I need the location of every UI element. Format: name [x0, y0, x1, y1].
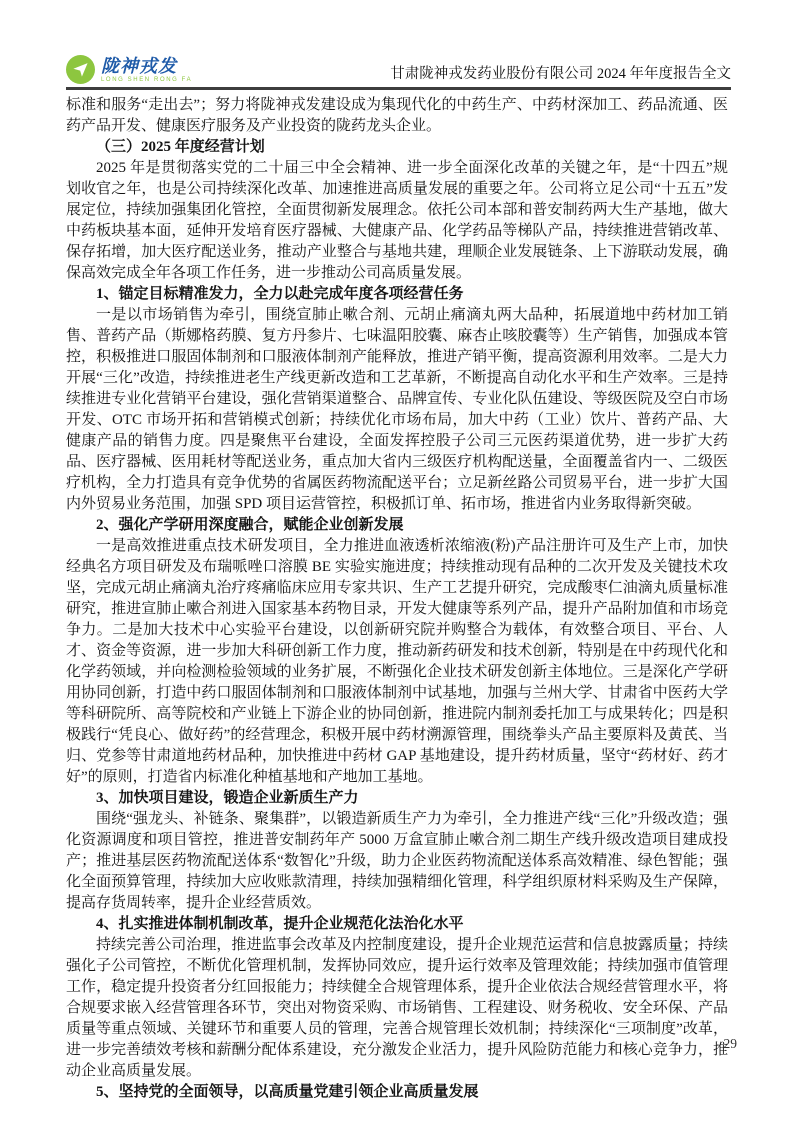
paragraph-1-targets: 一是以市场销售为牵引，围绕宣肺止嗽合剂、元胡止痛滴丸两大品种，拓展道地中药材加工销售、普药产品（斯娜格药膜、复方丹参片、七味温阳胶囊、麻杏止咳胶囊等）生产销售，加强成本管控，积极推进口服固体制剂和口服液体制剂产能释放，推进产销平衡，提高资源利用效率。二是大力开展“三化”改造，持续推进老生产线更新改造和工艺革新，不断提高自动化水平和生产效率。三是持续推进专业化营销平台建设，强化营销渠道整合、品牌宣传、专业化队伍建设、等级医院及空白市场开发、OTC 市场开拓和营销模式创新；持续优化市场布局，加大中药（工业）饮片、普药产品、大健康产品的销售力度。四是聚焦平台建设，全面发挥控股子公司三元医药渠道优势，进一步扩大药品、医疗器械、医用耗材等配送业务，重点加大省内三级医疗机构配送量，全面覆盖省内一、二级医疗机构，全力打造具有竞争优势的省属医药物流配送平台；立足新丝路公司贸易平台，进一步扩大国内外贸易业务范围，加强 SPD 项目运营管控，积极抓订单、拓市场，推进省内业务取得新突破。	[66, 307, 728, 512]
subsection-heading-4-reform: 4、扎实推进体制机制改革，提升企业规范化法治化水平	[96, 916, 464, 932]
report-title: 甘肃陇神戎发药业股份有限公司 2024 年年度报告全文	[390, 66, 731, 82]
paragraph-3-projects: 围绕“强龙头、补链条、聚集群”，以锻造新质生产力为牵引，全力推进产线“三化”升级改造；强化资源调度和项目管控，推进普安制药年产 5000 万盒宣肺止嗽合剂二期生产线升级改造项目建成投产；推进基层医药物流配送体系“数智化”升级，助力企业医药物流配送体系高效精准、绿色智能；强化全面预算管理，持续加大应收账款清理，持续加强精细化管理，科学组织原材料采购及生产保障，提高存货周转率，提升企业经营质效。	[66, 811, 728, 911]
paragraph-4-reform: 持续完善公司治理，推进监事会改革及内控制度建设，提升企业规范运营和信息披露质量；持续强化子公司管控，不断优化管理机制，发挥协同效应，提升运行效率及管理效能；持续加强市值管理工作，稳定提升投资者分红回报能力；持续健全合规管理体系，提升企业依法合规经营管理水平，将合规要求嵌入经营管理各环节，突出对物资采购、市场销售、工程建设、财务税收、安全环保、产品质量等重点领域、关键环节和重要人员的管理，完善合规管理长效机制；持续深化“三项制度”改革，进一步完善绩效考核和薪酬分配体系建设，充分激发企业活力，提升风险防范能力和核心竞争力，推动企业高质量发展。	[66, 937, 728, 1079]
section-heading-2025-plan: （三）2025 年度经营计划	[96, 139, 265, 155]
paper-plane-icon	[66, 55, 95, 84]
paragraph-2025-overview: 2025 年是贯彻落实党的二十届三中全会精神、进一步全面深化改革的关键之年，是“十四五”规划收官之年，也是公司持续深化改革、加速推进高质量发展的重要之年。公司将立足公司“十五五”发展定位，持续加强集团化管控，全面贯彻新发展理念。依托公司本部和普安制药两大生产基地，做大中药板块基本面，延伸开发培育医疗器械、大健康产品、化学药品等梯队产品，持续推进营销改革、保存拓增，加大医疗配送业务，推动产业整合与基地共建，理顺企业发展链条、上下游联动发展，确保高效完成全年各项工作任务，进一步推动公司高质量发展。	[66, 160, 728, 281]
subsection-heading-2-innovation: 2、强化产学研用深度融合，赋能企业创新发展	[96, 517, 404, 533]
page-header	[66, 44, 731, 86]
logo-company-name-pinyin: LONG SHEN RONG FA	[101, 76, 193, 83]
subsection-heading-1-targets: 1、锚定目标精准发力，全力以赴完成年度各项经营任务	[96, 286, 464, 302]
document-body	[66, 95, 728, 1103]
subsection-heading-5-party-leadership: 5、坚持党的全面领导，以高质量党建引领企业高质量发展	[96, 1084, 479, 1100]
company-logo	[66, 55, 192, 86]
logo-company-name: 陇神戎发	[101, 55, 177, 76]
header-divider	[66, 87, 731, 90]
subsection-heading-3-projects: 3、加快项目建设，锻造企业新质生产力	[96, 790, 359, 806]
paragraph-continued-goals: 标准和服务“走出去”；努力将陇神戎发建设成为集现代化的中药生产、中药材深加工、药品流通、医药产品开发、健康医疗服务及产业投资的陇药龙头企业。	[66, 97, 728, 134]
page-number: 29	[723, 1036, 737, 1051]
logo-text-block	[101, 57, 192, 83]
paragraph-2-innovation: 一是高效推进重点技术研发项目，全力推进血液透析浓缩液(粉)产品注册许可及生产上市，加快经典名方项目研发及布瑞哌唑口溶膜 BE 实验实施进度；持续推动现有品种的二次开发及关键技术攻坚，完成元胡止痛滴丸治疗疼痛临床应用专家共识、生产工艺提升研究，完成酸枣仁油滴丸质量标准研究，推进宣肺止嗽合剂进入国家基本药物目录，开发大健康等系列产品，提升产品附加值和市场竞争力。二是加大技术中心实验平台建设，以创新研究院并购整合为载体，有效整合项目、平台、人才、资金等资源，进一步加大科研创新工作力度，推动新药研发和技术创新，特别是在中药现代化和化学药领域，并向检测检验领域的业务扩展，不断强化企业技术研发创新主体地位。三是深化产学研用协同创新，打造中药口服固体制剂和口服液体制剂中试基地，加强与兰州大学、甘肃省中医药大学等科研院所、高等院校和产业链上下游企业的协同创新，推进院内制剂委托加工与成果转化；四是积极践行“凭良心、做好药”的经营理念，积极开展中药材溯源管理，围绕拳头产品主要原料及黄芪、当归、党参等甘肃道地药材品种，加快推进中药材 GAP 基地建设，提升药材质量，坚守“药材好、药才好”的原则，打造省内标准化种植基地和产地加工基地。	[66, 538, 728, 785]
